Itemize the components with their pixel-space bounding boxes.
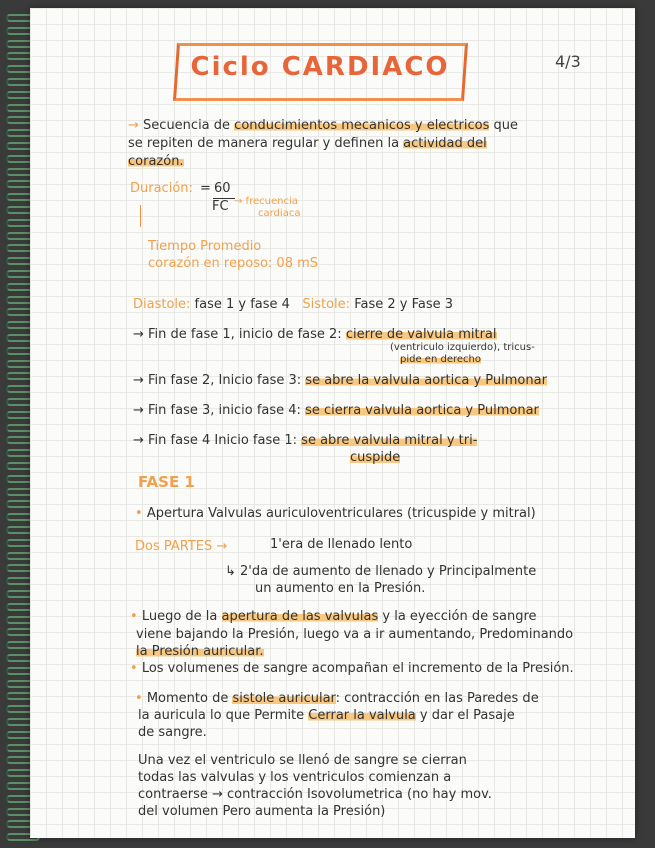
duracion-eq: = bbox=[200, 181, 211, 196]
duracion-label: Duración: bbox=[130, 181, 193, 196]
page-title: Ciclo CARDIACO bbox=[190, 52, 450, 82]
intro-line-2: se repiten de manera regular y definen la actividad del bbox=[128, 136, 487, 151]
fase1-heading: FASE 1 bbox=[138, 473, 195, 491]
dos-partes-label: Dos PARTES → bbox=[135, 539, 228, 554]
momento-line-3: de sangre. bbox=[138, 725, 207, 740]
fc-note-1: → frecuencia bbox=[234, 196, 298, 207]
fase-item-1-note2: pide en derecho bbox=[400, 354, 481, 365]
fase-item-2: → Fin fase 2, Inicio fase 3: se abre la valvula aortica y Pulmonar bbox=[133, 373, 547, 388]
parte-2-line-1: ↳ 2'da de aumento de llenado y Principalmente bbox=[225, 564, 537, 579]
luego-line-1: • Luego de la apertura de las valvulas y la eyección de sangre bbox=[130, 609, 537, 624]
diastole-sistole-line: Diastole: fase 1 y fase 4 Sistole: Fase 2 y Fase 3 bbox=[133, 297, 453, 312]
luego-line-2: viene bajando la Presión, luego va a ir aumentando, Predominando bbox=[136, 627, 574, 642]
momento-line-2: la auricula lo que Permite Cerrar la valvula y dar el Pasaje bbox=[138, 708, 515, 723]
tiempo-line-1: Tiempo Promedio bbox=[148, 239, 262, 254]
page-date: 4/3 bbox=[555, 52, 581, 71]
momento-line-1: • Momento de sistole auricular: contracción en las Paredes de bbox=[135, 691, 539, 706]
tiempo-line-2: corazón en reposo: 08 mS bbox=[148, 256, 319, 271]
apertura-line: • Apertura Valvulas auriculoventriculares (tricuspide y mitral) bbox=[135, 506, 536, 521]
fase-item-1-note: (ventriculo izquierdo), tricus- bbox=[390, 342, 535, 353]
intro-line-3: corazón. bbox=[128, 154, 184, 169]
parte-2-line-2: un aumento en la Presión. bbox=[255, 581, 426, 596]
arrow-down-icon bbox=[140, 205, 153, 227]
duracion-num: 60 bbox=[214, 181, 231, 196]
final-line-1: Una vez el ventriculo se llenó de sangre se cierran bbox=[138, 753, 467, 768]
fase-item-1: → Fin de fase 1, inicio de fase 2: cierre de valvula mitral bbox=[133, 327, 497, 342]
parte-1: 1'era de llenado lento bbox=[270, 537, 413, 552]
intro-line-1: → Secuencia de conducimientos mecanicos y electricos que bbox=[128, 118, 518, 133]
final-line-2: todas las valvulas y los ventriculos comienzan a bbox=[138, 770, 452, 785]
luego-line-3: la Presión auricular. bbox=[136, 644, 264, 659]
volumenes-line: • Los volumenes de sangre acompañan el incremento de la Presión. bbox=[130, 661, 574, 676]
fc-note-2: cardiaca bbox=[258, 208, 301, 219]
fase-item-4-cont: cuspide bbox=[350, 450, 401, 465]
fase-item-4: → Fin fase 4 Inicio fase 1: se abre valvula mitral y tri- bbox=[133, 433, 478, 448]
final-line-3: contraerse → contracción Isovolumetrica (no hay mov. bbox=[138, 787, 492, 802]
final-line-4: del volumen Pero aumenta la Presión) bbox=[138, 804, 386, 819]
fase-item-3: → Fin fase 3, inicio fase 4: se cierra valvula aortica y Pulmonar bbox=[133, 403, 539, 418]
duracion-den: FC bbox=[212, 199, 229, 214]
